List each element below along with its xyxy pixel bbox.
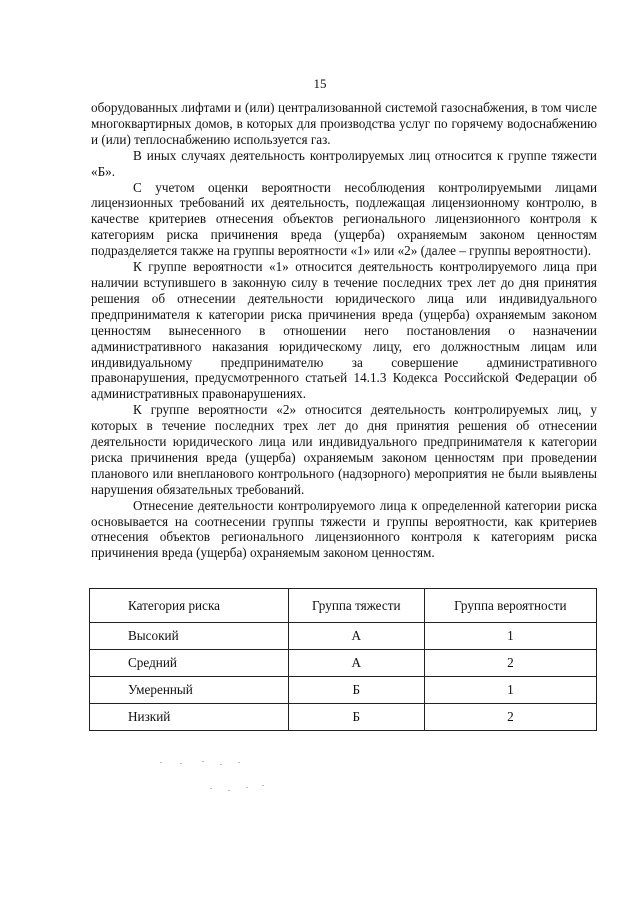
table-row: [90, 650, 597, 677]
cell-probability-group: 2: [424, 650, 596, 677]
paragraph-probability-1: К группе вероятности «1» относится деятельность контролируемого лица при наличии вступившего в законную силу в течение последних трех лет до дня принятия решения об отнесении деятельности юридического лица или индивидуального предпринимателя к категории риска причинения вреда (ущерба) охраняемым законом ценностям вынесенного в отношении него постановления о назначении административного наказания юридическому лицу, его должностным лицам или индивидуальному предпринимателю за совершение административного правонарушения, предусмотренного статьей 14.1.3 Кодекса Российской Федерации об административных правонарушениях.: [91, 259, 597, 402]
cell-risk-category: Средний: [90, 650, 289, 677]
risk-category-table: [89, 588, 597, 731]
paragraph-risk-assignment: Отнесение деятельности контролируемого лица к определенной категории риска основывается на соотнесении группы тяжести и группы вероятности, как критериев отнесения объектов регионального лицензионного контроля к категориям риска причинения вреда (ущерба) охраняемым законом ценностям.: [91, 497, 597, 561]
cell-probability-group: 2: [424, 704, 596, 731]
table-row: [90, 704, 597, 731]
paragraph-severity-b: В иных случаях деятельность контролируемых лиц относится к группе тяжести «Б».: [91, 147, 597, 179]
paragraph-probability-2: К группе вероятности «2» относится деятельность контролируемых лиц, у которых в течение последних трех лет до дня принятия решения об отнесении деятельности юридического лица или индивидуального предпринимателя к категории риска причинения вреда (ущерба) охраняемым законом ценностям при проведении планового или внепланового контрольного (надзорного) мероприятия не были выявлены нарушения обязательных требований.: [91, 402, 597, 497]
cell-risk-category: Низкий: [90, 704, 289, 731]
header-probability-group: Группа вероятности: [424, 589, 596, 623]
body-text: [91, 100, 597, 561]
paragraph-continuation: оборудованных лифтами и (или) централизованной системой газоснабжения, в том числе многоквартирных домов, в которых для производства услуг по горячему водоснабжению и (или) теплоснабжению используется газ.: [91, 100, 597, 147]
paragraph-probability-groups: С учетом оценки вероятности несоблюдения контролируемыми лицами лицензионных требований их деятельность, подлежащая лицензионному контролю, в качестве критериев отнесения объектов регионального лицензионного контроля к категориям риска причинения вреда (ущерба) охраняемым законом ценностям подразделяется также на группы вероятности «1» или «2» (далее – группы вероятности).: [91, 179, 597, 259]
header-risk-category: Категория риска: [90, 589, 289, 623]
scan-artifacts: [150, 760, 300, 800]
table-header-row: [90, 589, 597, 623]
page-number: 15: [313, 76, 327, 91]
cell-severity-group: Б: [288, 677, 424, 704]
cell-risk-category: Умеренный: [90, 677, 289, 704]
cell-severity-group: А: [288, 623, 424, 650]
cell-risk-category: Высокий: [90, 623, 289, 650]
cell-severity-group: Б: [288, 704, 424, 731]
cell-severity-group: А: [288, 650, 424, 677]
cell-probability-group: 1: [424, 677, 596, 704]
cell-probability-group: 1: [424, 623, 596, 650]
table-row: [90, 677, 597, 704]
table-row: [90, 623, 597, 650]
header-severity-group: Группа тяжести: [288, 589, 424, 623]
